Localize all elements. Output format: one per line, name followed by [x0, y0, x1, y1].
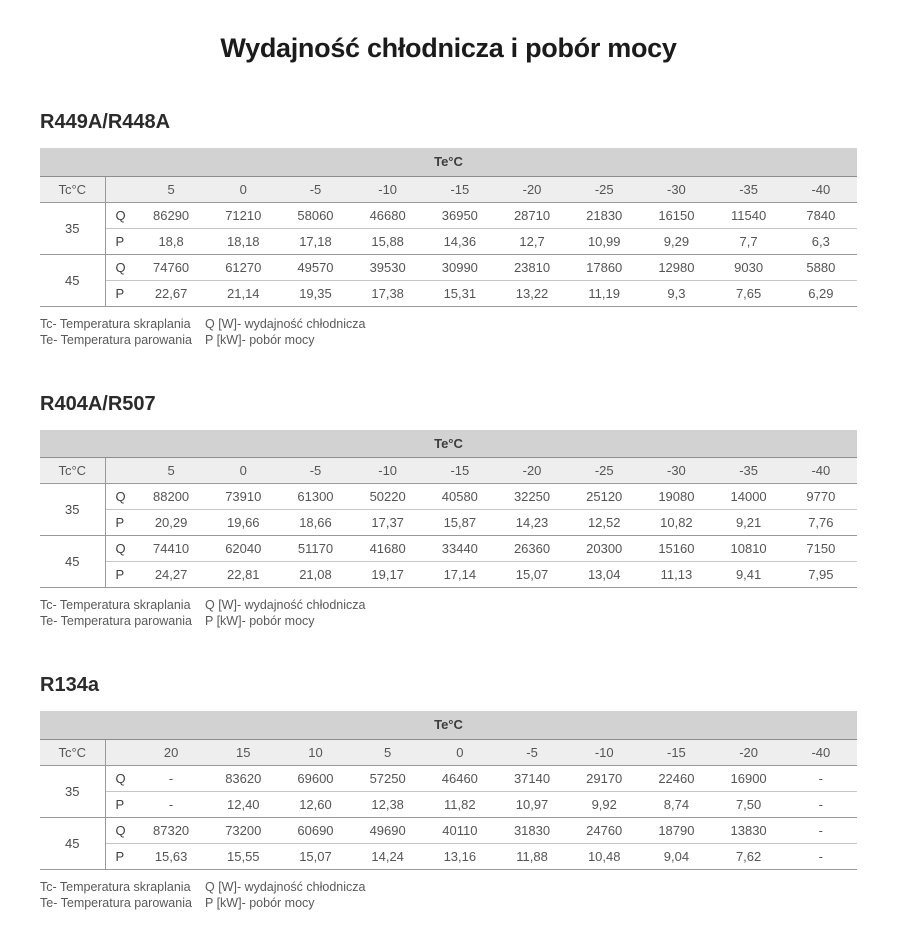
p-value-cell: 14,23 — [496, 510, 568, 536]
q-value-cell: 14000 — [730, 489, 767, 504]
te-column-header: -15 — [640, 739, 712, 765]
tc-value-cell: 45 — [40, 254, 105, 306]
q-value-cell: 87320 — [135, 817, 207, 843]
p-value-cell: 17,38 — [352, 280, 424, 306]
p-value-cell: 9,3 — [640, 280, 712, 306]
q-value-cell: 5880 — [785, 254, 857, 280]
footnote — [40, 597, 857, 629]
te-column-header: -40 — [785, 739, 857, 765]
p-value-cell: 9,92 — [568, 791, 640, 817]
q-value-cell: 51170 — [279, 536, 351, 562]
p-value-cell: - — [135, 791, 207, 817]
q-value-cell: 40110 — [424, 817, 496, 843]
q-value-cell: 7150 — [785, 536, 857, 562]
te-column-header: -15 — [424, 458, 496, 484]
te-column-header: -5 — [279, 458, 351, 484]
p-value-cell: 9,41 — [713, 562, 785, 588]
q-value-cell: 49570 — [279, 254, 351, 280]
p-value-cell: 17,14 — [424, 562, 496, 588]
q-value-cell: 36950 — [441, 207, 478, 223]
q-value-cell: 9030 — [713, 254, 785, 280]
q-value-cell: 46680 — [369, 207, 406, 223]
p-value-cell: 18,66 — [279, 510, 351, 536]
p-value-cell: 15,31 — [424, 280, 496, 306]
row-type-label-p: P — [105, 562, 135, 588]
row-type-label-p: P — [105, 280, 135, 306]
p-row — [40, 510, 857, 536]
p-value-cell: 17,37 — [352, 510, 424, 536]
p-row — [40, 843, 857, 869]
refrigerant-section — [40, 673, 857, 911]
p-value-cell: 21,08 — [279, 562, 351, 588]
q-value-cell: 11540 — [731, 207, 767, 223]
p-value-cell: 12,52 — [568, 510, 640, 536]
p-value-cell: 15,87 — [424, 510, 496, 536]
p-value-cell: - — [785, 791, 857, 817]
q-value-cell: 46460 — [441, 770, 478, 786]
refrigerant-section — [40, 110, 857, 348]
te-column-header: 0 — [424, 739, 496, 765]
q-value-cell: 33440 — [424, 536, 496, 562]
q-value-cell: 31830 — [496, 817, 568, 843]
p-value-cell: 19,17 — [352, 562, 424, 588]
q-value-cell: 16900 — [730, 770, 767, 786]
q-value-cell: 88200 — [153, 489, 190, 504]
row-type-label-q: Q — [105, 817, 135, 843]
te-column-header: -30 — [640, 176, 712, 202]
p-value-cell: 12,38 — [352, 791, 424, 817]
q-row — [40, 484, 857, 510]
row-type-label-p: P — [105, 228, 135, 254]
q-value-cell: 32250 — [513, 489, 551, 504]
footnote-tc-definition: Tc- Temperatura skraplania — [40, 879, 191, 894]
p-value-cell: 22,67 — [135, 280, 207, 306]
capacity-table — [40, 148, 857, 307]
p-value-cell: 24,27 — [135, 562, 207, 588]
p-row — [40, 562, 857, 588]
p-value-cell: 13,22 — [496, 280, 568, 306]
row-type-label-p: P — [105, 791, 135, 817]
te-column-header: -40 — [785, 176, 857, 202]
p-value-cell: 19,66 — [207, 510, 279, 536]
p-value-cell: 11,13 — [640, 562, 712, 588]
q-value-cell: 62040 — [207, 536, 279, 562]
p-row — [40, 280, 857, 306]
row-type-label-p: P — [105, 510, 135, 536]
p-value-cell: 11,82 — [424, 791, 496, 817]
te-column-header: -5 — [279, 176, 351, 202]
p-value-cell: 6,3 — [785, 228, 857, 254]
footnote-q-definition: Q [W]- wydajność chłodnicza — [205, 598, 366, 612]
q-value-cell: 37140 — [513, 770, 551, 786]
q-value-cell: 12980 — [640, 254, 712, 280]
p-value-cell: 15,07 — [279, 843, 351, 869]
row-type-label-q: Q — [115, 489, 126, 504]
q-value-cell: 86290 — [153, 207, 190, 223]
q-value-cell: - — [785, 817, 857, 843]
footnote-p-definition: P [kW]- pobór mocy — [205, 895, 315, 910]
p-value-cell: 21,14 — [207, 280, 279, 306]
te-column-header: 5 — [135, 458, 207, 484]
q-value-cell: - — [168, 770, 174, 786]
tc-header-cell: Tc°C — [40, 458, 105, 484]
q-value-cell: 73200 — [207, 817, 279, 843]
p-value-cell: 12,7 — [496, 228, 568, 254]
te-band-cell: Te°C — [40, 430, 857, 458]
capacity-table — [40, 711, 857, 870]
q-value-cell: - — [818, 770, 824, 786]
p-value-cell: 18,18 — [207, 228, 279, 254]
q-value-cell: 15160 — [640, 536, 712, 562]
row-type-label-p: P — [105, 843, 135, 869]
te-column-header: -15 — [424, 176, 496, 202]
p-value-cell: 10,82 — [640, 510, 712, 536]
p-value-cell: 19,35 — [279, 280, 351, 306]
footnote-te-definition: Te- Temperatura parowania — [40, 332, 192, 347]
q-value-cell: 25120 — [586, 489, 623, 504]
te-column-header: -10 — [568, 739, 640, 765]
footnote-p-definition: P [kW]- pobór mocy — [205, 614, 315, 628]
q-value-cell: 83620 — [225, 770, 262, 786]
p-value-cell: 15,07 — [496, 562, 568, 588]
tc-header-cell: Tc°C — [40, 739, 105, 765]
section-heading: R134a — [40, 674, 99, 696]
q-value-cell: 50220 — [369, 489, 406, 504]
q-value-cell: 74760 — [135, 254, 207, 280]
capacity-table — [40, 430, 857, 589]
tc-value-cell: 35 — [40, 484, 105, 536]
footnote-te-definition: Te- Temperatura parowania — [40, 895, 192, 910]
p-row — [40, 228, 857, 254]
q-value-cell: 9770 — [806, 489, 836, 504]
te-column-header: -35 — [713, 458, 785, 484]
te-band-row — [40, 148, 857, 176]
tc-header-cell: Tc°C — [40, 176, 105, 202]
q-value-cell: 61270 — [207, 254, 279, 280]
te-column-header: -40 — [785, 458, 857, 484]
te-column-header: -25 — [568, 458, 640, 484]
row-type-label-q: Q — [115, 770, 126, 786]
p-value-cell: 7,62 — [713, 843, 785, 869]
te-column-header: 20 — [135, 739, 207, 765]
q-value-cell: 60690 — [279, 817, 351, 843]
te-column-header: 5 — [352, 739, 424, 765]
p-value-cell: 22,81 — [207, 562, 279, 588]
qp-spacer-cell — [105, 176, 135, 202]
p-value-cell: 10,97 — [496, 791, 568, 817]
qp-spacer-cell — [105, 739, 135, 765]
p-value-cell: 12,60 — [279, 791, 351, 817]
p-value-cell: 7,76 — [785, 510, 857, 536]
p-value-cell: 7,50 — [713, 791, 785, 817]
section-heading: R404A/R507 — [40, 392, 156, 415]
q-value-cell: 7840 — [806, 207, 836, 223]
tc-value-cell: 45 — [40, 817, 105, 869]
p-value-cell: 7,7 — [713, 228, 785, 254]
column-header-row — [40, 176, 857, 202]
footnote-tc-definition: Tc- Temperatura skraplania — [40, 316, 191, 331]
te-band-cell: Te°C — [40, 148, 857, 176]
te-column-header: 0 — [207, 176, 279, 202]
p-value-cell: 7,65 — [713, 280, 785, 306]
qp-spacer-cell — [105, 458, 135, 484]
row-type-label-q: Q — [115, 207, 126, 223]
footnote — [40, 879, 857, 911]
q-value-cell: 10810 — [713, 536, 785, 562]
q-value-cell: 17860 — [568, 254, 640, 280]
p-value-cell: 8,74 — [640, 791, 712, 817]
column-header-row — [40, 458, 857, 484]
te-column-header: 10 — [279, 739, 351, 765]
q-value-cell: 21830 — [586, 207, 623, 223]
q-value-cell: 41680 — [352, 536, 424, 562]
q-value-cell: 16150 — [658, 207, 695, 223]
p-value-cell: 15,55 — [207, 843, 279, 869]
p-value-cell: 11,88 — [496, 843, 568, 869]
te-band-row — [40, 430, 857, 458]
p-value-cell: - — [785, 843, 857, 869]
q-value-cell: 24760 — [568, 817, 640, 843]
te-column-header: -30 — [640, 458, 712, 484]
q-value-cell: 22460 — [658, 770, 695, 786]
sections-container — [40, 110, 857, 911]
te-column-header: -20 — [713, 739, 785, 765]
tc-value-cell: 35 — [40, 202, 105, 254]
q-value-cell: 19080 — [658, 489, 695, 504]
footnote-q-definition: Q [W]- wydajność chłodnicza — [205, 316, 366, 331]
tc-value-cell: 35 — [40, 765, 105, 817]
q-value-cell: 26360 — [496, 536, 568, 562]
q-row — [40, 254, 857, 280]
footnote-p-definition: P [kW]- pobór mocy — [205, 332, 315, 347]
p-value-cell: 12,40 — [207, 791, 279, 817]
p-value-cell: 15,88 — [352, 228, 424, 254]
q-value-cell: 13830 — [713, 817, 785, 843]
q-value-cell: 71210 — [225, 207, 262, 223]
p-value-cell: 10,48 — [568, 843, 640, 869]
p-value-cell: 15,63 — [135, 843, 207, 869]
row-type-label-q: Q — [105, 536, 135, 562]
row-type-label-q: Q — [105, 254, 135, 280]
q-value-cell: 23810 — [496, 254, 568, 280]
refrigerant-section — [40, 392, 857, 630]
q-value-cell: 40580 — [441, 489, 478, 504]
p-value-cell: 9,04 — [640, 843, 712, 869]
footnote-q-definition: Q [W]- wydajność chłodnicza — [205, 879, 366, 894]
p-value-cell: 7,95 — [785, 562, 857, 588]
te-band-row — [40, 711, 857, 739]
p-value-cell: 10,99 — [568, 228, 640, 254]
p-value-cell: 13,16 — [424, 843, 496, 869]
q-value-cell: 29170 — [586, 770, 623, 786]
q-value-cell: 69600 — [297, 770, 334, 786]
te-column-header: 15 — [207, 739, 279, 765]
p-value-cell: 18,8 — [135, 228, 207, 254]
te-column-header: 0 — [207, 458, 279, 484]
footnote-te-definition: Te- Temperatura parowania — [40, 614, 192, 628]
footnote-tc-definition: Tc- Temperatura skraplania — [40, 598, 191, 612]
q-value-cell: 57250 — [369, 770, 406, 786]
column-header-row — [40, 739, 857, 765]
footnote — [40, 316, 857, 348]
te-column-header: -25 — [568, 176, 640, 202]
q-row — [40, 817, 857, 843]
p-value-cell: 20,29 — [135, 510, 207, 536]
te-band-cell: Te°C — [40, 711, 857, 739]
te-column-header: -10 — [352, 176, 424, 202]
q-value-cell: 73910 — [225, 489, 262, 504]
p-value-cell: 11,19 — [568, 280, 640, 306]
te-column-header: -20 — [496, 458, 568, 484]
section-heading: R449A/R448A — [40, 111, 171, 133]
p-row — [40, 791, 857, 817]
te-column-header: -10 — [352, 458, 424, 484]
q-value-cell: 20300 — [568, 536, 640, 562]
q-value-cell: 61300 — [297, 489, 334, 504]
p-value-cell: 14,36 — [424, 228, 496, 254]
te-column-header: 5 — [135, 176, 207, 202]
tc-value-cell: 45 — [40, 536, 105, 588]
te-column-header: -35 — [713, 176, 785, 202]
q-row — [40, 765, 857, 791]
q-value-cell: 58060 — [297, 207, 334, 223]
page-title: Wydajność chłodnicza i pobór mocy — [220, 33, 677, 63]
p-value-cell: 9,21 — [713, 510, 785, 536]
q-row — [40, 202, 857, 228]
p-value-cell: 6,29 — [785, 280, 857, 306]
p-value-cell: 14,24 — [352, 843, 424, 869]
q-value-cell: 74410 — [135, 536, 207, 562]
q-value-cell: 30990 — [424, 254, 496, 280]
q-value-cell: 18790 — [640, 817, 712, 843]
p-value-cell: 9,29 — [640, 228, 712, 254]
q-row — [40, 536, 857, 562]
q-value-cell: 49690 — [352, 817, 424, 843]
q-value-cell: 39530 — [352, 254, 424, 280]
te-column-header: -20 — [496, 176, 568, 202]
q-value-cell: 28710 — [513, 207, 551, 223]
te-column-header: -5 — [496, 739, 568, 765]
p-value-cell: 13,04 — [568, 562, 640, 588]
p-value-cell: 17,18 — [279, 228, 351, 254]
